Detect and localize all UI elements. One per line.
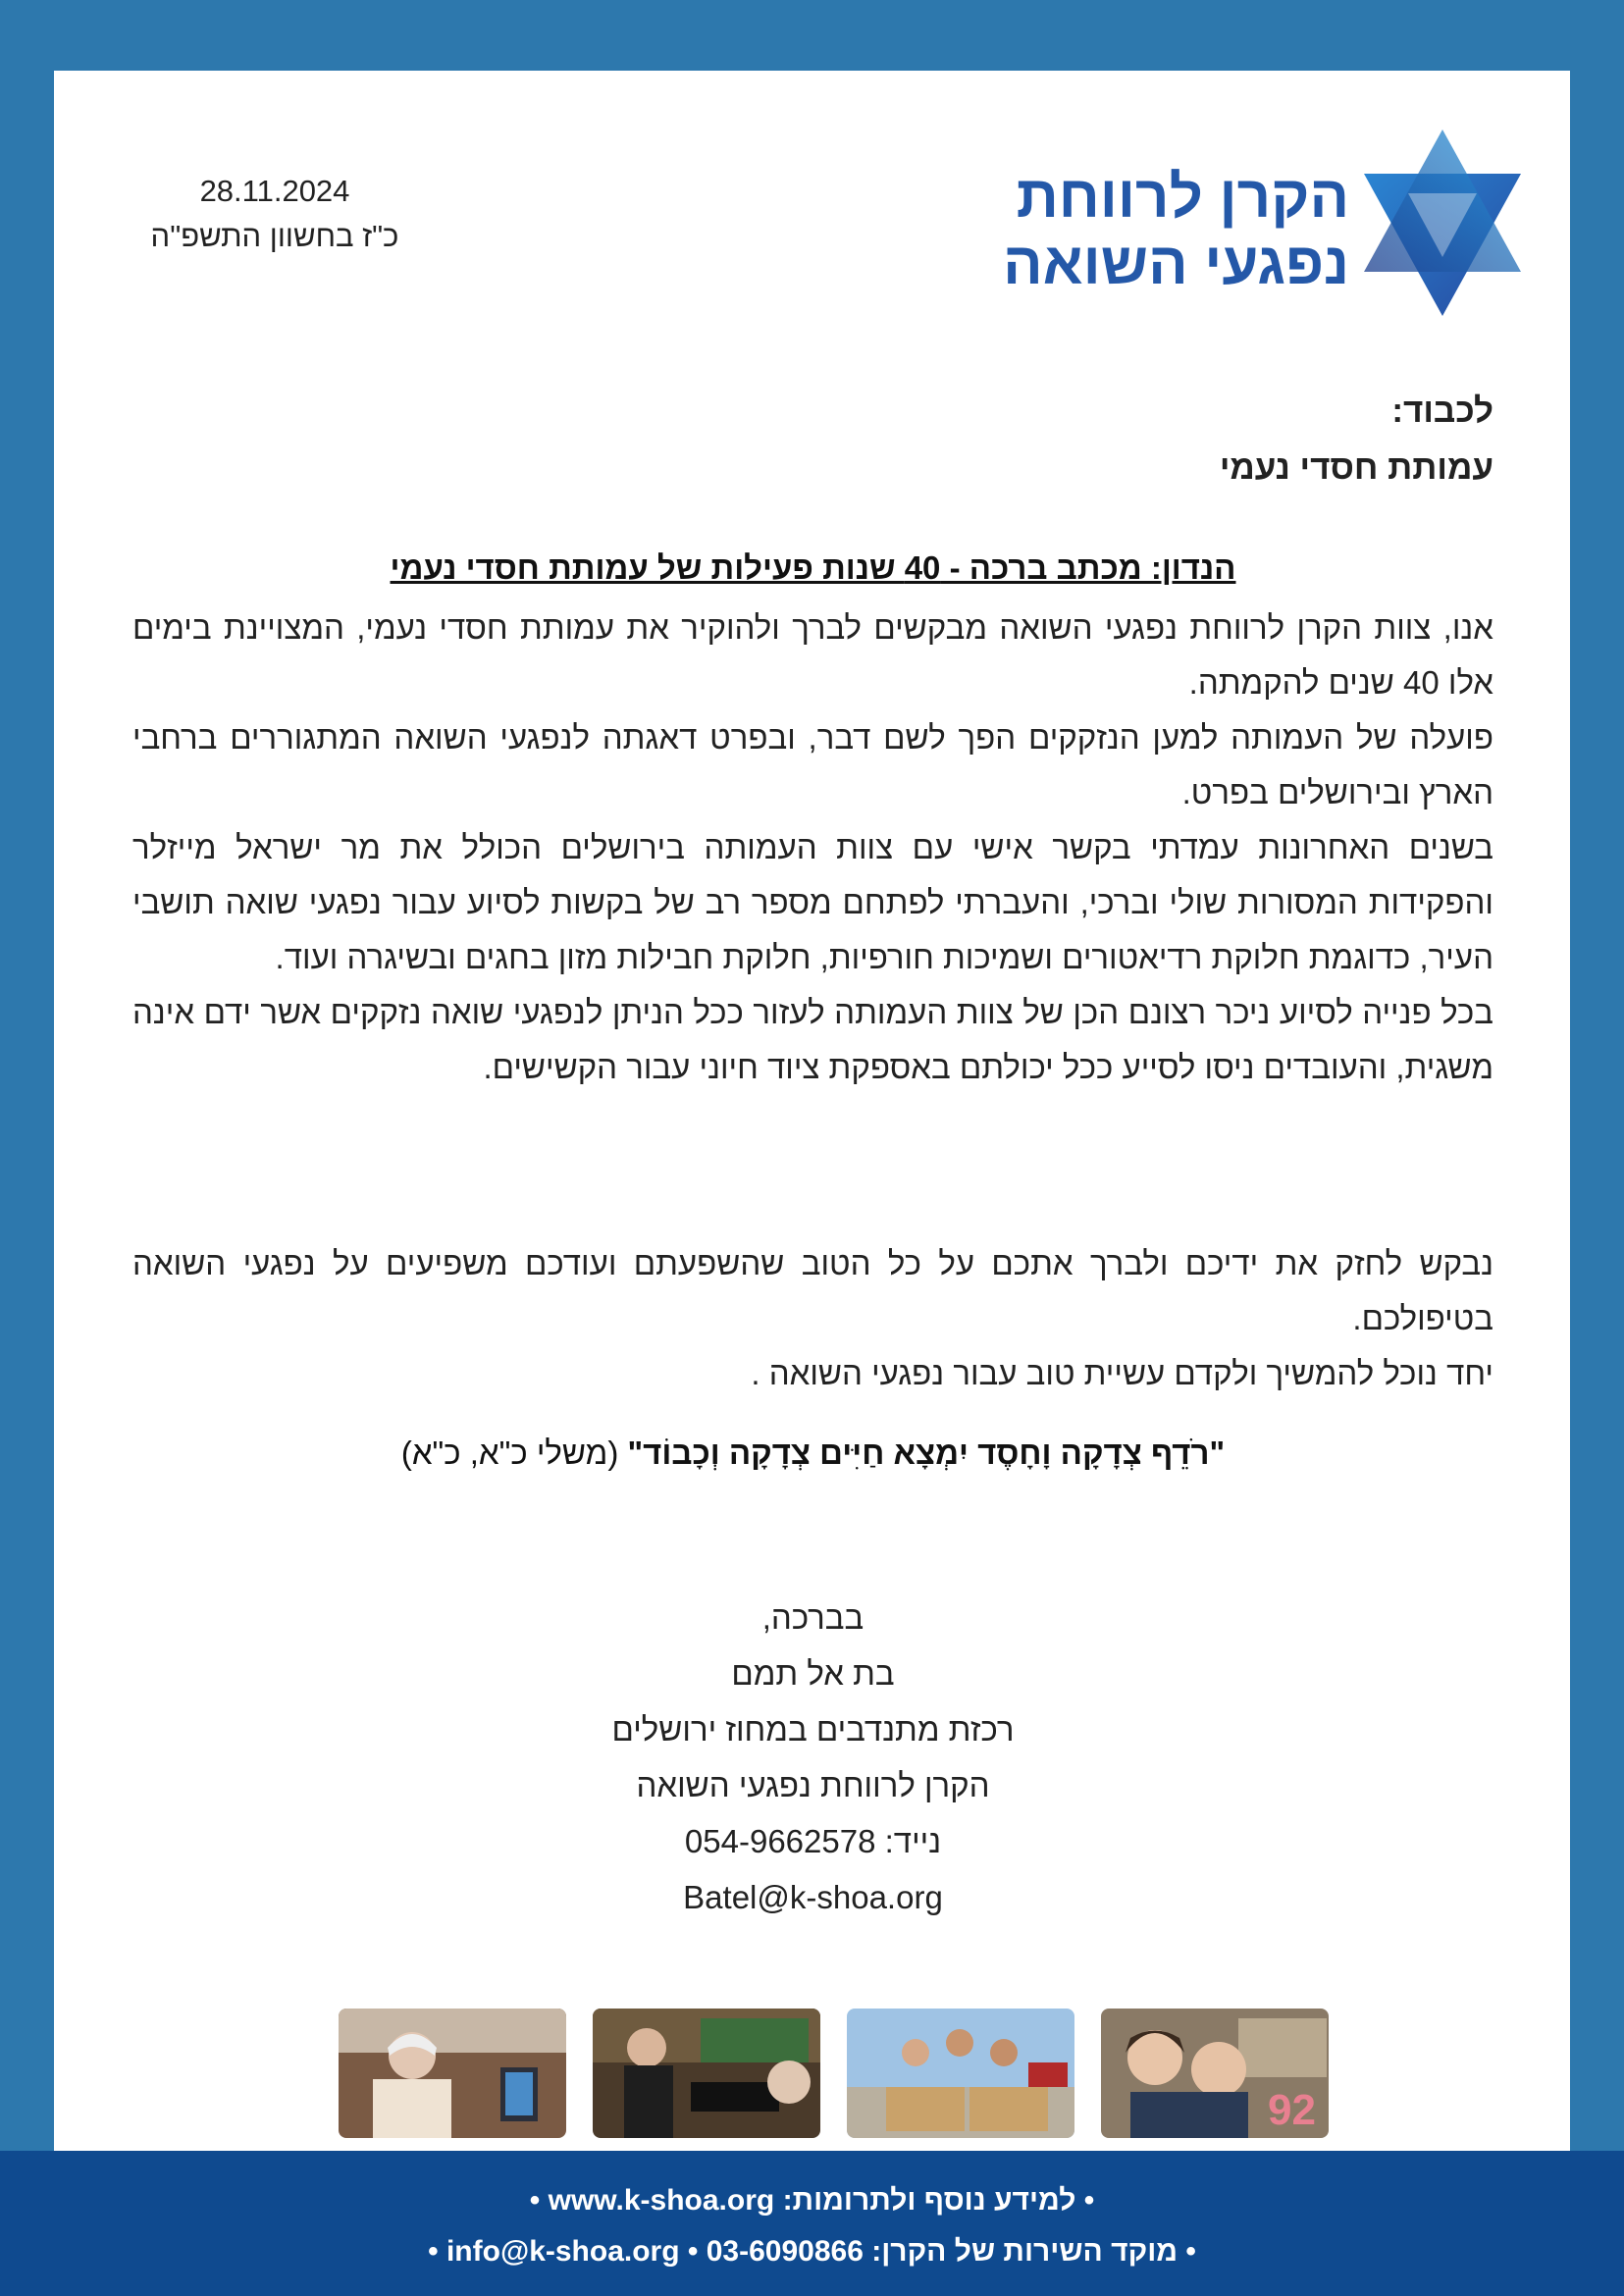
signature-name: בת אל תמם bbox=[731, 1655, 895, 1692]
quote-source: (משלי כ"א, כ"א) bbox=[400, 1435, 619, 1471]
star-of-david-icon bbox=[1354, 125, 1531, 321]
svg-text:92: 92 bbox=[1268, 2086, 1316, 2134]
photo-elderly-woman-tablet bbox=[339, 2009, 566, 2138]
gregorian-date: 28.11.2024 bbox=[199, 174, 350, 208]
footer-website-line[interactable]: • למידע נוסף ולתרומות: www.k-shoa.org • bbox=[529, 2184, 1095, 2217]
recipient-org: עמותת חסדי נעמי bbox=[1219, 448, 1493, 487]
recipient-block bbox=[1220, 383, 1493, 496]
body-paragraph: בשנים האחרונות עמדתי בקשר אישי עם צוות העמותה בירושלים הכולל את מר ישראל מייזלר והפקידות המסורות שולי וברכי, והעברתי לפתחם מספר רב של בקשות לסיוע עבור נפגעי שואה תושבי העיר, כדוגמת חלוקת רדיאטורים ושמיכות חורפיות, חלוקת חבילות מזון בחגים ובשיגרה ועוד. bbox=[132, 829, 1493, 975]
photo-volunteers-piano bbox=[593, 2009, 820, 2138]
logo-line-1: הקרן לרווחת bbox=[1016, 164, 1349, 230]
letter-sheet bbox=[54, 71, 1570, 2151]
letter-closing bbox=[132, 1236, 1493, 1401]
letter-body bbox=[132, 600, 1493, 1095]
footer-bar bbox=[0, 2151, 1624, 2296]
hebrew-date: כ"ז בחשוון התשפ"ה bbox=[150, 219, 399, 253]
signature-mobile: נייד: 054-9662578 bbox=[684, 1823, 942, 1859]
body-paragraph: יחד נוכל להמשיך ולקדם עשיית טוב עבור נפגעי השואה . bbox=[751, 1355, 1493, 1391]
photo-strip bbox=[339, 2009, 1330, 2141]
quote-text: "רֹדֵף צְדָקָה וָחָסֶד יִמְצָא חַיִּים צְדָקָה וְכָבוֹד" bbox=[627, 1435, 1226, 1471]
footer-contact-line[interactable]: • מוקד השירות של הקרן: 03-6090866 • info@k-shoa.org • bbox=[428, 2235, 1196, 2268]
logo-text bbox=[1003, 164, 1349, 297]
letter-dates bbox=[132, 169, 417, 259]
signature-org: הקרן לרווחת נפגעי השואה bbox=[636, 1767, 990, 1803]
photo-birthday-92 bbox=[1101, 2009, 1329, 2138]
body-paragraph: נבקש לחזק את ידיכם ולברך אתכם על כל הטוב שהשפעתם ועודכם משפיעים על נפגעי השואה בטיפולכם. bbox=[132, 1245, 1493, 1336]
signature-email: Batel@k-shoa.org bbox=[683, 1879, 943, 1915]
logo-line-2: נפגעי השואה bbox=[1003, 231, 1349, 296]
body-paragraph: פועלה של העמותה למען הנזקקים הפך לשם דבר, ובפרט דאגתה לנפגעי השואה המתגוררים ברחבי הארץ ובירושלים בפרט. bbox=[132, 719, 1493, 810]
body-paragraph: בכל פנייה לסיוע ניכר רצונם הכן של צוות העמותה לעזור ככל הניתן לנפגעי שואה נזקקים אשר ידם אינה משגית, והעובדים ניסו לסייע ככל יכולתם באספקת ציוד חיוני עבור הקשישים. bbox=[132, 994, 1493, 1085]
signature-greeting: בברכה, bbox=[761, 1599, 864, 1636]
proverb-quote bbox=[132, 1435, 1493, 1472]
signature-block bbox=[132, 1590, 1493, 1925]
signature-title: רכזת מתנדבים במחוז ירושלים bbox=[611, 1711, 1015, 1748]
foundation-logo bbox=[981, 125, 1531, 321]
subject-line: הנדון: מכתב ברכה - 40 שנות פעילות של עמותת חסדי נעמי bbox=[390, 549, 1236, 586]
photo-volunteers-boxes bbox=[847, 2009, 1074, 2138]
recipient-label: לכבוד: bbox=[1391, 391, 1493, 430]
body-paragraph: אנו, צוות הקרן לרווחת נפגעי השואה מבקשים לברך ולהוקיר את עמותת חסדי נעמי, המצויינת בימים אלו 40 שנים להקמתה. bbox=[132, 609, 1493, 701]
